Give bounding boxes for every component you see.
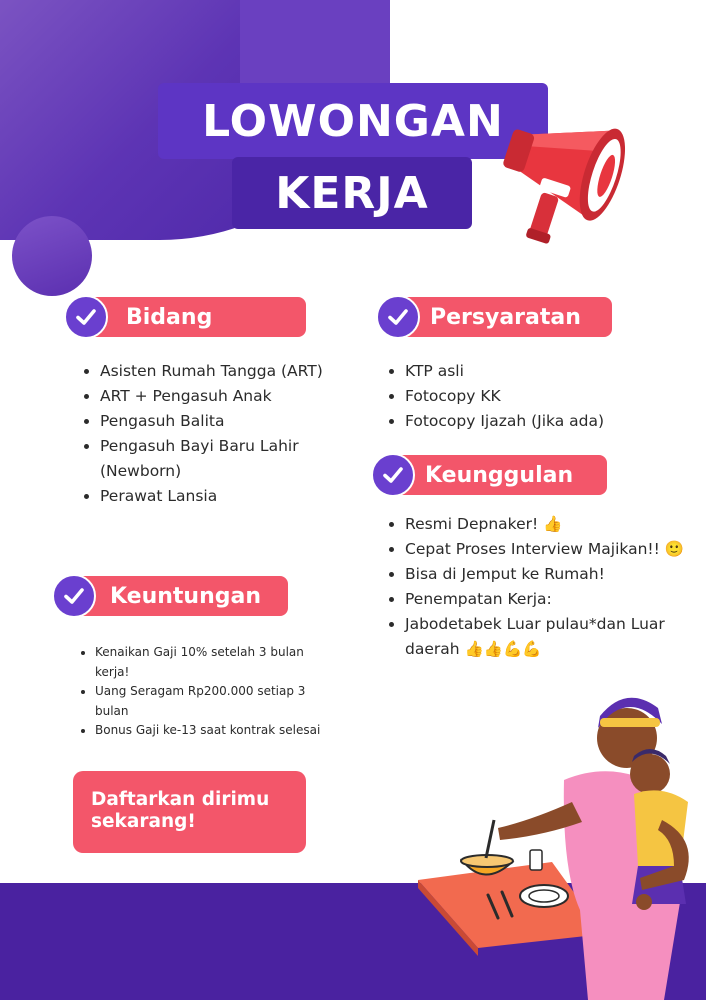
list-item: • Kenaikan Gaji 10% setelah 3 bulan kerja!: [95, 643, 333, 682]
check-icon: [52, 574, 96, 618]
megaphone-icon: [498, 92, 658, 262]
persyaratan-list: [383, 359, 705, 434]
section-header-keuntungan: [52, 574, 288, 618]
register-cta-button[interactable]: Daftarkan dirimu sekarang!: [73, 771, 306, 853]
list-item: • Resmi Depnaker! 👍: [405, 512, 695, 537]
list-item: • Fotocopy KK: [405, 384, 705, 409]
list-item: • Fotocopy Ijazah (Jika ada): [405, 409, 705, 434]
section-title-persyaratan: Persyaratan: [430, 304, 581, 330]
section-pill: [396, 297, 612, 337]
bidang-list: [78, 359, 328, 509]
keunggulan-list: [383, 512, 695, 662]
section-header-bidang: [64, 295, 306, 339]
section-header-persyaratan: [376, 295, 612, 339]
section-title-keuntungan: Keuntungan: [110, 583, 262, 609]
list-item: • Bisa di Jemput ke Rumah!: [405, 562, 695, 587]
title-box-top: [158, 83, 548, 159]
section-title-bidang: Bidang: [126, 304, 213, 330]
list-item: • KTP asli: [405, 359, 705, 384]
check-icon: [376, 295, 420, 339]
section-pill: [84, 297, 306, 337]
mother-child-illustration: [412, 690, 706, 1000]
section-title-keunggulan: Keunggulan: [425, 462, 574, 488]
section-pill: [72, 576, 288, 616]
list-item: • ART + Pengasuh Anak: [100, 384, 328, 409]
list-item: • Pengasuh Bayi Baru Lahir (Newborn): [100, 434, 328, 484]
title-line-1: LOWONGAN: [202, 95, 504, 147]
list-item: • Pengasuh Balita: [100, 409, 328, 434]
list-item: • Penempatan Kerja:: [405, 587, 695, 612]
check-icon: [371, 453, 415, 497]
list-item: • Cepat Proses Interview Majikan!! 🙂: [405, 537, 695, 562]
title-line-2: KERJA: [275, 167, 429, 219]
check-icon: [64, 295, 108, 339]
title-box-bottom: [232, 157, 472, 229]
list-item: • Bonus Gaji ke-13 saat kontrak selesai: [95, 721, 333, 741]
list-item: • Uang Seragam Rp200.000 setiap 3 bulan: [95, 682, 333, 721]
list-item: • Asisten Rumah Tangga (ART): [100, 359, 328, 384]
list-item: • Perawat Lansia: [100, 484, 328, 509]
keuntungan-list: [73, 643, 333, 741]
list-item: • Jabodetabek Luar pulau*dan Luar daerah 👍👍💪💪: [405, 612, 695, 662]
decorative-circle: [12, 216, 92, 296]
section-header-keunggulan: [371, 453, 607, 497]
section-pill: [391, 455, 607, 495]
